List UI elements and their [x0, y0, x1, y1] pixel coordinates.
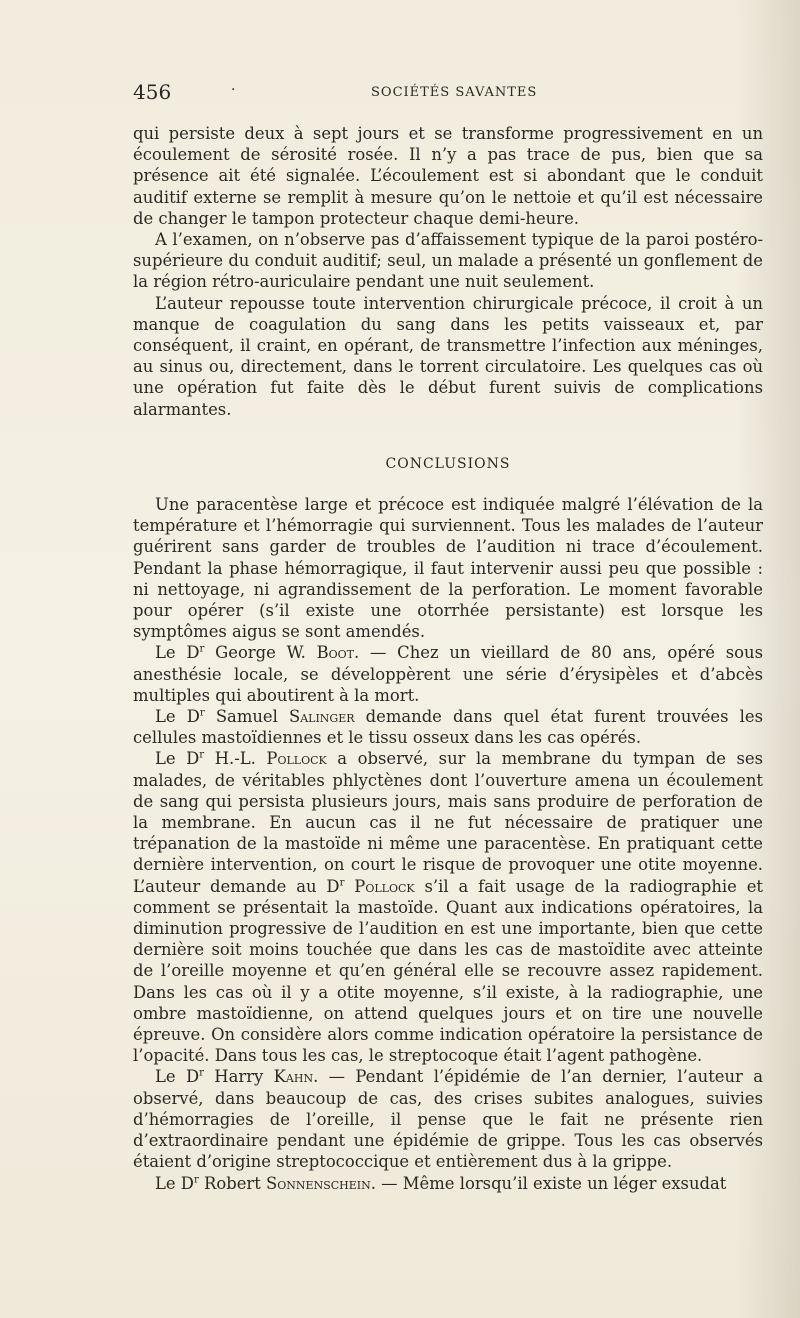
- speaker-name: Boot: [316, 643, 355, 663]
- speaker-name: Salinger: [288, 707, 355, 727]
- paragraph: L’auteur repousse toute intervention chirurgicale précoce, il croit à un manque de coagulation du sang dans les petits vaisseaux et, par conséquent, il craint, en opérant, de transmettre l’infection aux méninges, au sinus ou, directement, dans le torrent circulatoire. Les quelques cas où une opération fut faite dès le début furent suivis de complications alarmantes.: [133, 293, 763, 419]
- paragraph: qui persiste deux à sept jours et se transforme progressivement en un écoulement de sérosité rosée. Il n’y a pas trace de pus, bien que sa présence ait été signalée. L’écoulement est si abondant que le conduit auditif externe se remplit à mesure qu’on le nettoie et qu’il est nécessaire de changer le tampon protecteur chaque demi-heure.: [133, 124, 763, 228]
- speaker-name: Sonnenschein: [266, 1173, 371, 1193]
- header-separator: ·: [231, 82, 236, 98]
- page-number: 456: [133, 80, 172, 104]
- speaker-name: Pollock: [266, 749, 327, 769]
- paragraph: Une paracentèse large et précoce est indiquée malgré l’élévation de la température et l’hémorragie qui surviennent. Tous les malades de l’auteur guérirent sans garder de troubles de l’audition ni trace d’écoulement. Pendant la phase hémorragique, il faut intervenir aussi peu que possible : ni nettoyage, ni agrandissement de la perforation. Le moment favorable pour opérer (s’il existe une otorrhée persistante) est lorsque les symptômes aigus se sont amendés.: [133, 495, 763, 642]
- page-header: [133, 80, 763, 106]
- paragraph: A l’examen, on n’observe pas d’affaissement typique de la paroi postéro-supérieure du conduit auditif; seul, un malade a présenté un gonflement de la région rétro-auriculaire pendant une nuit seulement.: [133, 230, 763, 292]
- speaker-name: Kahn: [273, 1067, 314, 1087]
- discussion-salinger: Le $D^r$ Samuel Salinger demande dans quel état furent trouvées les cellules mastoïdiennes et le tissu osseux dans les cas opérés.: [133, 707, 763, 748]
- body-text-continued: [133, 123, 763, 420]
- discussion-kahn: Le $D^r$ Harry Kahn. — Pendant l’épidémie de l’an dernier, l’auteur a observé, dans beaucoup de cas, des crises subites analogues, suivies d’hémorragies de l’oreille, il pense que le fait ne présente rien d’extraordinaire pendant une épidémie de grippe. Tous les cas observés étaient d’origine streptococcique et entièrement dus à la grippe.: [133, 1067, 763, 1172]
- section-title: CONCLUSIONS: [385, 456, 511, 472]
- discussion-boot: Le $D^r$ George W. Boot. — Chez un vieillard de 80 ans, opéré sous anesthésie locale, se développèrent une série d’érysipèles et d’abcès multiples qui aboutirent à la mort.: [133, 643, 764, 705]
- conclusions-text: [133, 494, 763, 1194]
- running-head: SOCIÉTÉS SAVANTES: [371, 85, 538, 100]
- discussion-sonnenschein: Le $D^r$ Robert Sonnenschein. — Même lorsqu’il existe un léger exsudat: [155, 1173, 727, 1193]
- discussion-pollock: Le $D^r$ H.-L. Pollock a observé, sur la membrane du tympan de ses malades, de véritables phlyctènes dont l’ouverture amena un écoulement de sang qui persista plusieurs jours, mais sans produire de perforation de la membrane. En aucun cas il ne fut nécessaire de pratiquer une trépanation de la mastoïde ni même une paracentèse. En pratiquant cette dernière intervention, on court le risque de provoquer une otite moyenne. L’auteur demande au $D^r$ Pollock s’il a fait usage de la radiographie et comment se présentait la mastoïde. Quant aux indications opératoires, la diminution progressive de l’audition en est une importante, bien que cette dernière soit moins touchée que dans les cas de mastoïdite avec atteinte de l’oreille moyenne et qu’en général elle se recouvre assez rapidement. Dans les cas où il y a otite moyenne, s’il existe, à la radiographie, une ombre mastoïdienne, on attend quelques jours et on tire une nouvelle épreuve. On considère alors comme indication opératoire la persistance de l’opacité. Dans tous les cas, le streptocoque était l’agent pathogène.: [133, 749, 763, 1066]
- speaker-name: Pollock: [344, 876, 415, 896]
